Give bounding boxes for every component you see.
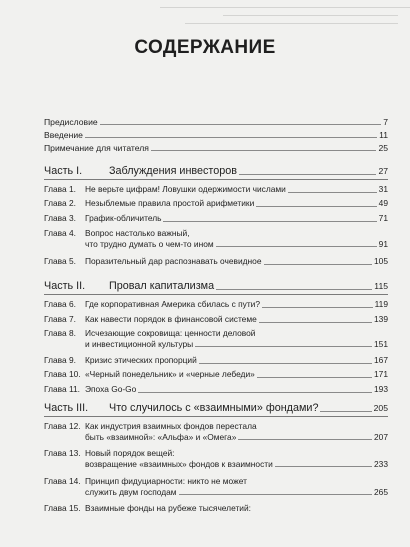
chapter-title xyxy=(85,213,388,224)
chapter-entry xyxy=(44,448,388,469)
chapter-entry xyxy=(44,421,388,442)
leader-line xyxy=(195,346,372,347)
chapter-page: 193 xyxy=(374,384,388,394)
chapter-label: Глава 13. xyxy=(44,448,81,458)
chapter-label: Глава 4. xyxy=(44,228,76,238)
chapter-entry xyxy=(44,503,388,514)
chapter-title-line: Взаимные фонды на рубеже тысячелетий: xyxy=(85,503,251,513)
chapter-page: 71 xyxy=(378,213,388,223)
chapter-label: Глава 7. xyxy=(44,314,76,324)
toc-entry-page: 25 xyxy=(378,143,388,153)
chapter-entry xyxy=(44,384,388,395)
chapter-label: Глава 11. xyxy=(44,384,80,394)
chapter-title-line: Эпоха Go-Go xyxy=(85,384,137,394)
chapter-title xyxy=(85,328,388,349)
chapter-title-last-line xyxy=(85,355,388,366)
leader-line xyxy=(238,439,372,440)
chapter-label: Глава 15. xyxy=(44,503,81,513)
part-title: Провал капитализма xyxy=(109,280,215,292)
part-label: Часть II. xyxy=(44,280,86,292)
chapter-title xyxy=(85,476,388,497)
leader-line xyxy=(179,494,372,495)
chapter-entry xyxy=(44,369,388,380)
part-divider xyxy=(44,179,388,180)
chapter-title xyxy=(85,184,388,195)
chapter-title xyxy=(85,228,388,249)
chapter-title-line: График-обличитель xyxy=(85,213,162,223)
part-heading xyxy=(44,280,388,293)
chapter-title-last-line xyxy=(85,299,388,310)
toc-entry-title: Примечание для читателя xyxy=(44,143,149,153)
leader-line xyxy=(259,322,372,323)
chapter-label: Глава 6. xyxy=(44,299,76,309)
leader-line xyxy=(256,206,376,207)
chapter-title-line: возвращение «взаимных» фондов к взаимности xyxy=(85,458,273,469)
chapter-entry xyxy=(44,299,388,310)
chapter-title-line: служить двум господам xyxy=(85,486,177,497)
chapter-title-line: Как индустрия взаимных фондов перестала xyxy=(85,421,257,431)
chapter-title xyxy=(85,198,388,209)
chapter-entry xyxy=(44,355,388,366)
chapter-title xyxy=(85,369,388,380)
chapter-title-line: быть «взаимной»: «Альфа» и «Омега» xyxy=(85,431,237,442)
chapter-label: Глава 3. xyxy=(44,213,76,223)
chapter-page: 151 xyxy=(374,338,388,349)
chapter-title xyxy=(85,299,388,310)
chapter-entry xyxy=(44,198,388,209)
leader-line xyxy=(288,192,377,193)
chapter-title-last-line xyxy=(85,239,388,250)
leader-line xyxy=(257,377,372,378)
chapter-title-last-line xyxy=(85,369,388,380)
chapter-page: 91 xyxy=(378,238,388,249)
leader-line xyxy=(138,392,372,393)
chapter-page: 233 xyxy=(374,458,388,469)
chapter-title-last-line xyxy=(85,339,388,350)
chapter-title-line: Поразительный дар распознавать очевидное xyxy=(85,256,262,266)
chapter-title xyxy=(85,256,388,267)
part-page: 115 xyxy=(374,281,388,291)
chapter-title-last-line xyxy=(85,256,388,267)
chapter-title-line: Принцип фидуциарности: никто не может xyxy=(85,476,247,486)
toc-entry-title: Предисловие xyxy=(44,117,98,127)
chapter-page: 31 xyxy=(378,184,388,194)
chapter-label: Глава 10. xyxy=(44,369,81,379)
chapter-title-line: Кризис этических пропорций xyxy=(85,355,197,365)
chapter-label: Глава 5. xyxy=(44,256,76,266)
chapter-page: 119 xyxy=(374,299,388,309)
chapter-entry xyxy=(44,314,388,325)
leader-line xyxy=(151,150,377,151)
chapter-entry xyxy=(44,184,388,195)
leader-line xyxy=(163,221,376,222)
chapter-title-last-line xyxy=(85,503,388,514)
chapter-title xyxy=(85,355,388,366)
chapter-title-last-line xyxy=(85,213,388,224)
chapter-label: Глава 8. xyxy=(44,328,76,338)
leader-line xyxy=(85,137,377,138)
chapter-entry xyxy=(44,213,388,224)
part-divider xyxy=(44,416,388,417)
chapter-page: 139 xyxy=(374,314,388,324)
toc-entry xyxy=(44,143,388,153)
chapter-entry xyxy=(44,476,388,497)
leader-line xyxy=(239,174,376,175)
chapter-label: Глава 9. xyxy=(44,355,76,365)
chapter-entry xyxy=(44,228,388,249)
toc-entry-page: 7 xyxy=(383,117,388,127)
chapter-label: Глава 2. xyxy=(44,198,76,208)
leader-line xyxy=(199,363,372,364)
chapter-title xyxy=(85,384,388,395)
chapter-title-line: Новый порядок вещей: xyxy=(85,448,175,458)
chapter-page: 167 xyxy=(374,355,388,365)
leader-line xyxy=(100,124,382,125)
chapter-page: 105 xyxy=(374,256,388,266)
chapter-title-line: Вопрос настолько важный, xyxy=(85,228,190,238)
chapter-page: 171 xyxy=(374,369,388,379)
part-heading xyxy=(44,165,388,178)
chapter-title-line: что трудно думать о чем-то ином xyxy=(85,238,214,249)
chapter-title-last-line xyxy=(85,198,388,209)
chapter-label: Глава 14. xyxy=(44,476,81,486)
chapter-page: 207 xyxy=(374,431,388,442)
leader-line xyxy=(275,466,372,467)
chapter-entry xyxy=(44,256,388,267)
toc-entry xyxy=(44,130,388,140)
chapter-entry xyxy=(44,328,388,349)
chapter-label: Глава 12. xyxy=(44,421,81,431)
chapter-title-line: Незыблемые правила простой арифметики xyxy=(85,198,255,208)
part-title: Что случилось с «взаимными» фондами? xyxy=(109,402,319,414)
leader-line xyxy=(264,264,373,265)
chapter-title-last-line xyxy=(85,487,388,498)
chapter-page: 265 xyxy=(374,486,388,497)
leader-line xyxy=(216,289,372,290)
chapter-title-line: Где корпоративная Америка сбилась с пути? xyxy=(85,299,261,309)
toc-entry-page: 11 xyxy=(379,130,388,140)
chapter-title xyxy=(85,421,388,442)
leader-line xyxy=(216,246,377,247)
page-title: СОДЕРЖАНИЕ xyxy=(134,37,276,58)
chapter-title-line: Не верьте цифрам! Ловушки одержимости числами xyxy=(85,184,286,194)
toc-entry-title: Введение xyxy=(44,130,83,140)
chapter-title-line: Исчезающие сокровища: ценности деловой xyxy=(85,328,256,338)
part-divider xyxy=(44,294,388,295)
part-label: Часть III. xyxy=(44,402,89,414)
chapter-title-line: «Черный понедельник» и «черные лебеди» xyxy=(85,369,255,379)
part-page: 27 xyxy=(378,166,388,176)
chapter-title xyxy=(85,314,388,325)
chapter-label: Глава 1. xyxy=(44,184,76,194)
chapter-title-last-line xyxy=(85,432,388,443)
chapter-title xyxy=(85,503,388,514)
show-through-text xyxy=(160,0,410,28)
part-label: Часть I. xyxy=(44,165,83,177)
part-title: Заблуждения инвесторов xyxy=(109,165,237,177)
leader-line xyxy=(262,307,373,308)
chapter-title xyxy=(85,448,388,469)
chapter-title-line: Как навести порядок в финансовой системе xyxy=(85,314,257,324)
chapter-title-last-line xyxy=(85,384,388,395)
chapter-title-last-line xyxy=(85,459,388,470)
chapter-title-line: и инвестиционной культуры xyxy=(85,338,194,349)
toc-entry xyxy=(44,117,388,127)
chapter-title-last-line xyxy=(85,184,388,195)
chapter-page: 49 xyxy=(378,198,388,208)
part-heading xyxy=(44,402,388,415)
chapter-title-last-line xyxy=(85,314,388,325)
leader-line xyxy=(320,411,371,412)
part-page: 205 xyxy=(373,403,388,413)
